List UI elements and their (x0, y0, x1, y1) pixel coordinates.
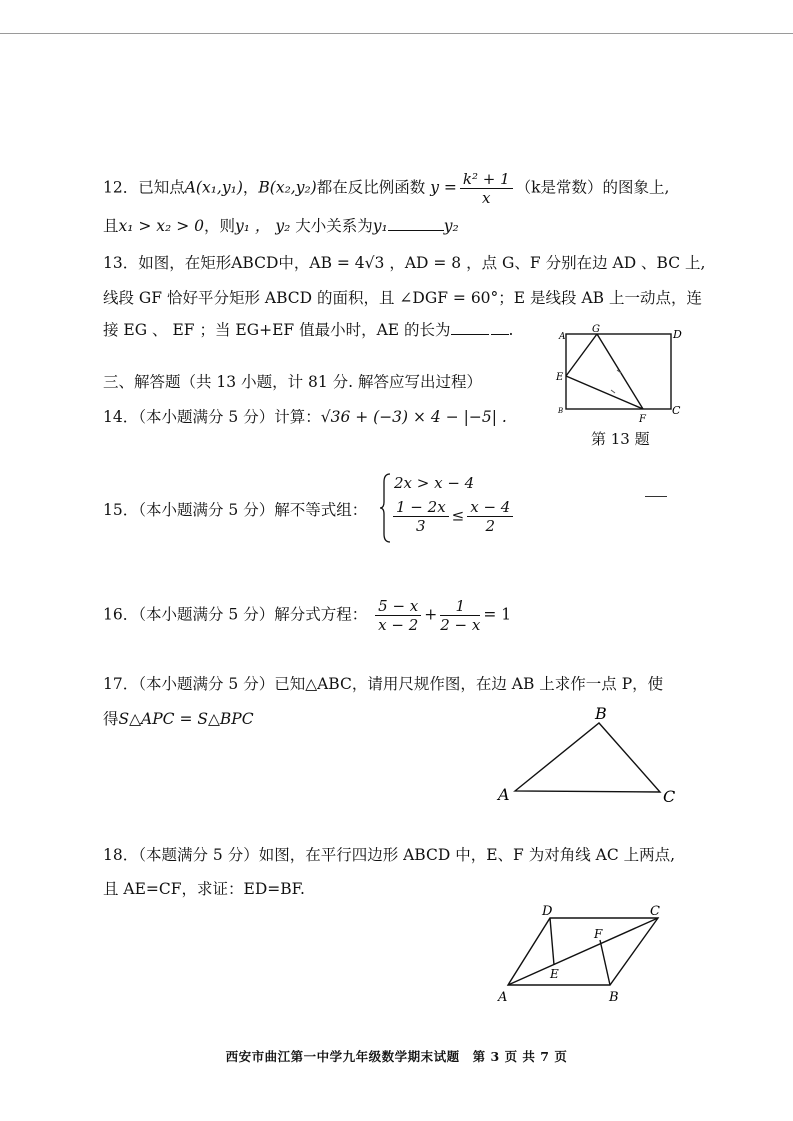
q17-line2: 得S△APC = S△BPC (103, 710, 254, 728)
q13-line3: 接 EG 、 EF ；当 EG+EF 值最小时，AE 的长为 . (103, 321, 514, 339)
q15-label: 15．（本小题满分 5 分）解不等式组： (103, 501, 368, 519)
q14-line: 14．（本小题满分 5 分）计算：√36 + (−3) × 4 − |−5| . (103, 408, 507, 426)
q18-label-e: E (550, 967, 559, 981)
q13-line1: 13．如图，在矩形ABCD中，AB = 4√3 ，AD = 8 ，点 G、F 分别在边 AD 、BC 上, (103, 254, 706, 272)
q13-label-f: F (639, 414, 646, 425)
q18-line1: 18．（本题满分 5 分）如图，在平行四边形 ABCD 中，E、F 为对角线 AC 上两点, (103, 846, 676, 864)
q18-label-f: F (594, 927, 603, 941)
q13-label-b: B (558, 407, 564, 415)
q15-inequality-system (380, 472, 511, 544)
q17-label-b: B (595, 704, 607, 723)
stray-mark (645, 496, 667, 497)
q13-label-e: E (556, 372, 564, 383)
q17-label-c: C (663, 787, 676, 806)
q13-rectangle-figure (555, 318, 690, 426)
q18-parallelogram-figure (490, 898, 675, 1008)
q13-label-c: C (672, 404, 681, 417)
q12-line2: 且x₁ > x₂ > 0，则y₁ ， y₂ 大小关系为y₁ y₂ (103, 217, 459, 235)
page-footer: 西安市曲江第一中学九年级数学期末试题 第 3 页 共 7 页 (225, 1049, 568, 1064)
q13-answer-blank (451, 320, 489, 335)
q13-line2: 线段 GF 恰好平分矩形 ABCD 的面积，且 ∠DGF = 60°；E 是线段 AB 上一动点，连 (103, 289, 702, 307)
q13-label-g: G (592, 324, 600, 335)
q18-label-a: A (498, 990, 508, 1005)
q13-caption: 第 13 题 (591, 430, 650, 448)
q17-label-a: A (498, 785, 510, 804)
q12-answer-blank (388, 216, 444, 231)
section-3-heading: 三、解答题（共 13 小题，计 81 分. 解答应写出过程） (103, 373, 483, 391)
q18-line2: 且 AE=CF，求证：ED=BF. (103, 880, 305, 898)
top-rule (0, 33, 793, 34)
q18-label-b: B (609, 990, 619, 1005)
q17-triangle-figure (495, 703, 685, 808)
q16-line: 16．（本小题满分 5 分）解分式方程： $\frac{5 - x}{x - 2}$ + $\frac{1}{2 - x}$ = 1 (103, 597, 512, 634)
q15-ineq2: $\frac{1 - 2x}{3}$ ≤ $\frac{x - 4}{2}$ (390, 498, 516, 535)
q18-label-d: D (542, 904, 553, 919)
q13-label-d: D (673, 328, 682, 341)
q13-label-a: A (559, 332, 566, 342)
q12-line1: 12．已知点A(x₁,y₁)，B(x₂,y₂)都在反比例函数 y = $\frac{\text{k² + 1}}{x}$ （k是常数）的图象上, (103, 170, 670, 207)
q15-ineq1: 2x > x − 4 (394, 474, 475, 492)
q17-line1: 17．（本小题满分 5 分）已知△ABC，请用尺规作图，在边 AB 上求作一点 P，使 (103, 675, 664, 693)
q12-fraction: $\frac{\text{k² + 1}}{x}$ (460, 170, 513, 207)
q18-label-c: C (650, 904, 660, 919)
